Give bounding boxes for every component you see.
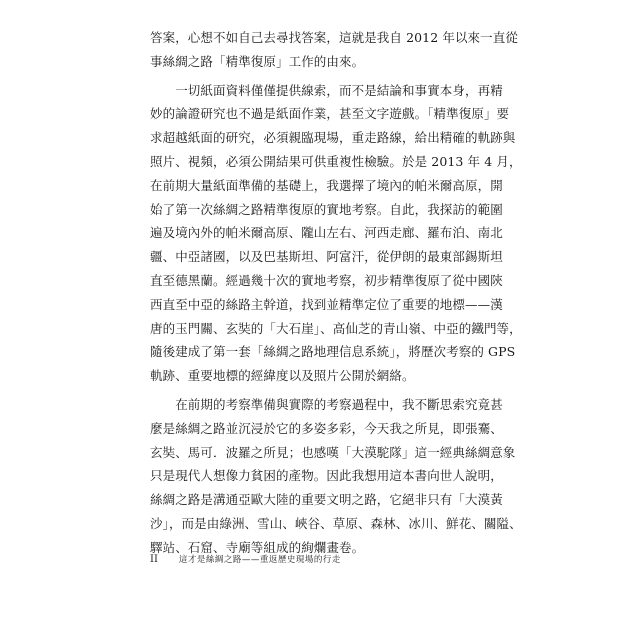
text-line: 麼是絲綢之路並沉浸於它的多姿多彩，今天我之所見，即張騫、 xyxy=(150,420,503,436)
text-line: 事絲綢之路「精準復原」工作的由來。 xyxy=(150,53,365,69)
text-line: 始了第一次絲綢之路精準復原的實地考察。自此，我探訪的範圍 xyxy=(150,201,503,217)
paragraph-2 xyxy=(150,79,522,388)
text-line: 疆、中亞諸國，以及巴基斯坦、阿富汗，從伊朗的最東部錫斯坦 xyxy=(150,249,503,265)
text-line: 遍及境內外的帕米爾高原、隴山左右、河西走廊、羅布泊、南北 xyxy=(150,225,503,241)
text-line: 軌跡、重要地標的經緯度以及照片公開於網絡。 xyxy=(150,368,415,384)
running-title: 這才是絲綢之路——重返歷史現場的行走 xyxy=(178,555,341,565)
text-line: 隨後建成了第一套「絲綢之路地理信息系統」，將歷次考察的 GPS xyxy=(150,344,516,360)
text-line: 只是現代人想像力貧困的產物。因此我想用這本書向世人說明， xyxy=(150,468,503,484)
text-line: 絲綢之路是溝通亞歐大陸的重要文明之路，它絕非只有「大漠黃 xyxy=(150,492,503,508)
text-line: 一切紙面資料僅僅提供線索，而不是結論和事實本身，再精 xyxy=(150,82,503,98)
text-line: 西直至中亞的絲路主幹道，找到並精準定位了重要的地標——漢 xyxy=(150,296,503,312)
text-line: 在前期的考察準備與實際的考察過程中，我不斷思索究竟甚 xyxy=(150,396,503,412)
text-line: 沙」，而是由綠洲、雪山、峽谷、草原、森林、冰川、鮮花、關隘、 xyxy=(150,515,522,531)
text-line: 妙的論證研究也不過是紙面作業，甚至文字遊戲。「精準復原」要 xyxy=(150,106,510,122)
body-text xyxy=(150,26,522,560)
text-line: 求超越紙面的研究，必須親臨現場，重走路線，給出精確的軌跡與 xyxy=(150,130,516,146)
text-line: 玄奘、馬可．波羅之所見；也感嘆「大漠駝隊」這一經典絲綢意象 xyxy=(150,444,516,460)
page-footer xyxy=(150,553,492,567)
text-line: 照片、視頻，必須公開結果可供重複性檢驗。於是 2013 年 4 月， xyxy=(150,153,522,169)
text-line: 答案，心想不如自己去尋找答案，這就是我自 2012 年以來一直從 xyxy=(150,30,518,45)
text-line: 在前期大量紙面準備的基礎上，我選擇了境內的帕米爾高原，開 xyxy=(150,177,503,193)
text-line: 驛站、石窟、寺廟等組成的絢爛畫卷。 xyxy=(150,539,365,555)
text-line: 唐的玉門關、玄奘的「大石崖」、高仙芝的青山嶺、中亞的鐵門等， xyxy=(150,320,522,336)
text-line: 直至德黑蘭。經過幾十次的實地考察，初步精準復原了從中國陝 xyxy=(150,272,503,288)
page-number: II xyxy=(150,554,158,565)
paragraph-3 xyxy=(150,393,522,560)
paragraph-1 xyxy=(150,26,518,74)
